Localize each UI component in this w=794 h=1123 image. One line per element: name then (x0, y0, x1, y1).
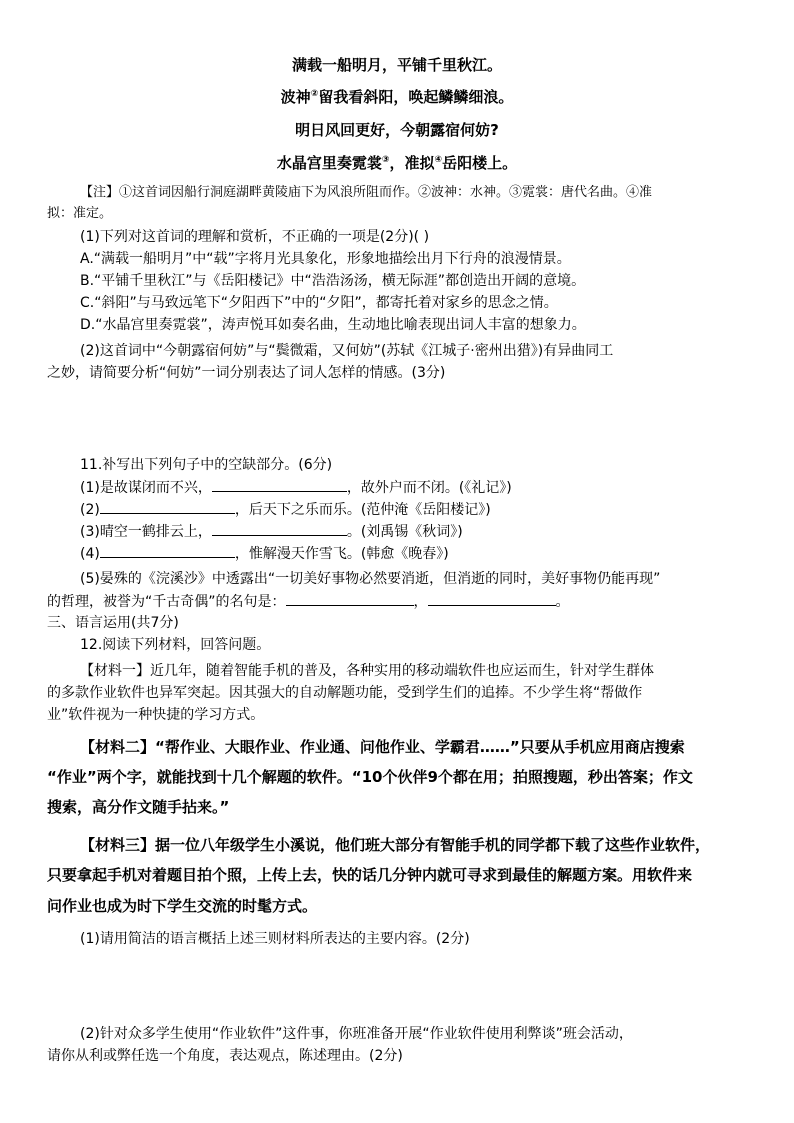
material-2-line3: 搜索，高分作文随手拈来。” (47, 798, 230, 816)
poem-line-3: 明日风回更好，今朝露宿何妨? (295, 121, 499, 139)
fill-blank[interactable] (100, 543, 235, 558)
q11-item-4: (4) ，惟解漫天作雪飞。(韩愈《晚春》) (80, 543, 747, 564)
q11-item-5-line2: 的哲理，被誉为“千古奇偶”的名句是： ， 。 (47, 591, 747, 612)
fill-blank[interactable] (212, 521, 347, 536)
fill-blank[interactable] (100, 499, 235, 514)
q12-sub2-line2: 请你从利或弊任选一个角度，表达观点，陈述理由。(2分) (47, 1048, 403, 1064)
fill-blank[interactable] (286, 591, 414, 606)
q11-item-3: (3)晴空一鹤排云上， 。(刘禹锡《秋词》) (80, 521, 747, 542)
q10-sub2-line2: 之妙，请简要分析“何妨”一词分别表达了词人怎样的情感。(3分) (47, 365, 446, 381)
material-2-line1: 【材料二】“帮作业、大眼作业、作业通、问他作业、学霸君……”只要从手机应用商店搜索 (80, 738, 685, 756)
fill-blank[interactable] (428, 591, 556, 606)
poem-line-1: 满载一船明月，平铺千里秋江。 (291, 56, 502, 74)
note-line-1: 【注】①这首词因船行洞庭湖畔黄陵庙下为风浪所阻而作。②波神：水神。③霓裳：唐代名曲。④准 (80, 185, 653, 200)
q10-option-d: D.“水晶宫里奏霓裳”，涛声悦耳如奏名曲，生动地比喻表现出词人丰富的想象力。 (80, 317, 586, 333)
material-1-line1: 【材料一】近几年，随着智能手机的普及，各种实用的移动端软件也应运而生，针对学生群体 (80, 663, 654, 679)
q10-option-b: B.“平铺千里秋江”与《岳阳楼记》中“浩浩汤汤，横无际涯”都创造出开阔的意境。 (80, 273, 586, 289)
material-3-line3: 问作业也成为时下学生交流的时髦方式。 (47, 897, 318, 915)
q10-option-a: A.“满载一船明月”中“载”字将月光具象化，形象地描绘出月下行舟的浪漫情景。 (80, 251, 571, 267)
q12-sub2-line1: (2)针对众多学生使用“作业软件”这件事，你班准备开展“作业软件使用利弊谈”班会活动， (80, 1026, 633, 1042)
q10-option-c: C.“斜阳”与马致远笔下“夕阳西下”中的“夕阳”，都寄托着对家乡的思念之情。 (80, 295, 558, 311)
material-3-line2: 只要拿起手机对着题目拍个照，上传上去，快的话几分钟内就可寻求到最佳的解题方案。用软件来 (47, 866, 693, 884)
q12-sub1: (1)请用简洁的语言概括上述三则材料所表达的主要内容。(2分) (80, 931, 470, 947)
material-3-line1: 【材料三】据一位八年级学生小溪说，他们班大部分有智能手机的同学都下载了这些作业软件， (80, 836, 711, 854)
q11-title: 11.补写出下列句子中的空缺部分。(6分) (80, 457, 333, 473)
poem-line-2: 波神②留我看斜阳，唤起鳞鳞细浪。 (280, 88, 514, 106)
note-line-2: 拟：准定。 (47, 206, 113, 221)
material-1-line3: 业”软件视为一种快捷的学习方式。 (47, 707, 265, 723)
material-1-line2: 的多款作业软件也异军突起。因其强大的自动解题功能，受到学生们的追捧。不少学生将“帮做作 (47, 685, 643, 701)
q10-sub1: (1)下列对这首词的理解和赏析，不正确的一项是(2分)( ) (80, 229, 430, 245)
q11-item-1: (1)是故谋闭而不兴， ，故外户而不闭。(《礼记》) (80, 477, 747, 498)
q11-item-5-line1: (5)晏殊的《浣溪沙》中透露出“一切美好事物必然要消逝，但消逝的同时，美好事物仍能再现” (80, 571, 661, 587)
q12-title: 12.阅读下列材料，回答问题。 (80, 637, 271, 653)
q10-sub2-line1: (2)这首词中“今朝露宿何妨”与“鬓微霜，又何妨”(苏轼《江城子·密州出猎》)有异曲同工 (80, 343, 614, 359)
section-3-title: 三、语言运用(共7分) (47, 615, 179, 631)
poem-line-4: 水晶宫里奏霓裳③，准拟④岳阳楼上。 (276, 154, 518, 172)
q11-item-2: (2) ，后天下之乐而乐。(范仲淹《岳阳楼记》) (80, 499, 747, 520)
fill-blank[interactable] (212, 477, 347, 492)
material-2-line2: “作业”两个字，就能找到十几个解题的软件。“10个伙伴9个都在用；拍照搜题，秒出答案；作文 (47, 768, 693, 786)
